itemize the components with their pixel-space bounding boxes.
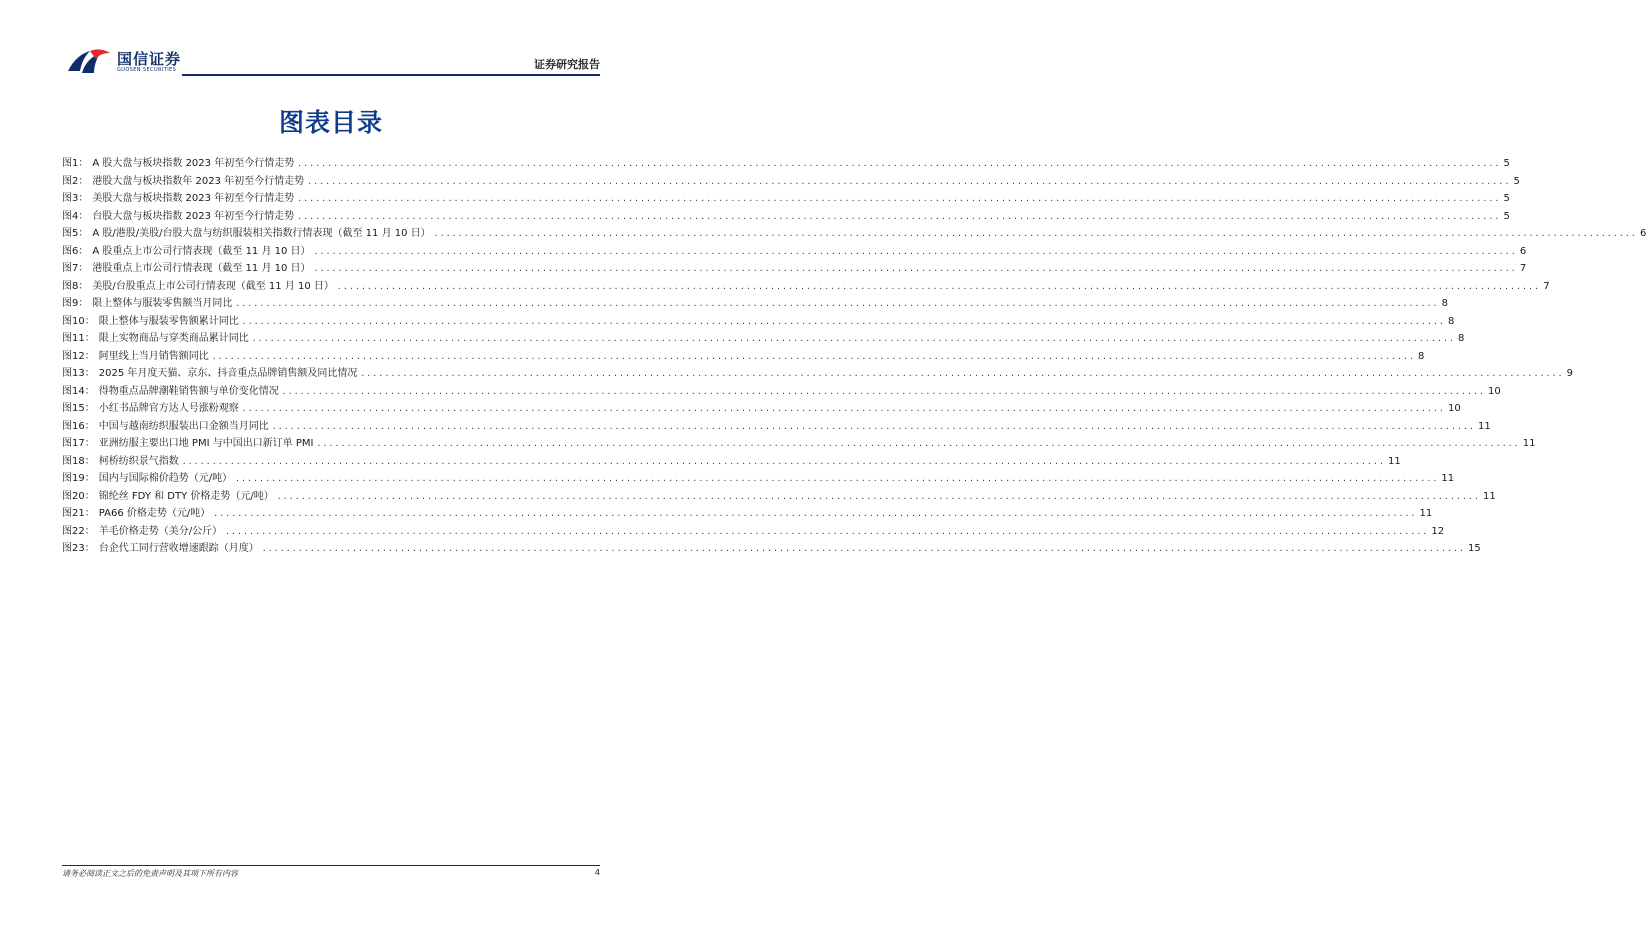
toc-entry-title: 港股大盘与板块指数年 2023 年初至今行情走势	[92, 175, 305, 187]
toc-dot-leader: ........................................................................................................................................................................................................	[235, 299, 1439, 308]
toc-entry-number: 图19：	[62, 473, 95, 484]
toc-entry-title: 美股/台股重点上市公司行情表现（截至 11 月 10 日）	[92, 280, 334, 292]
toc-entry-number: 图9：	[62, 298, 89, 309]
toc-dot-leader: ........................................................................................................................................................................................................	[307, 176, 1511, 186]
toc-entry-number: 图2：	[62, 175, 89, 187]
toc-entry[interactable]	[62, 365, 1574, 383]
toc-entry-page: 8	[1458, 333, 1465, 344]
toc-entry[interactable]	[62, 348, 1425, 366]
toc-entry-number: 图21：	[62, 508, 95, 519]
toc-entry-page: 11	[1388, 455, 1401, 467]
toc-entry-title: 柯桥纺织景气指数	[98, 455, 179, 467]
toc-entry-page: 5	[1503, 193, 1510, 204]
toc-entry-number: 图7：	[62, 263, 89, 274]
toc-entry[interactable]	[62, 243, 1527, 261]
toc-dot-leader: ........................................................................................................................................................................................................	[241, 404, 1446, 413]
brand-name-english: GUOSEN SECURITIES	[117, 67, 177, 73]
toc-entry-page: 10	[1448, 403, 1461, 414]
toc-entry-number: 图13：	[62, 368, 95, 379]
toc-entry[interactable]	[62, 295, 1449, 313]
toc-dot-leader: ........................................................................................................................................................................................................	[213, 509, 1417, 518]
toc-dot-leader: ........................................................................................................................................................................................................	[276, 491, 1481, 501]
toc-entry-number: 图23：	[62, 543, 95, 554]
toc-entry-title: 得物重点品牌潮鞋销售额与单价变化情况	[98, 385, 279, 397]
toc-entry[interactable]	[62, 190, 1510, 208]
toc-entry-title: 台企代工同行营收增速跟踪（月度）	[98, 543, 259, 554]
toc-dot-leader: ........................................................................................................................................................................................................	[316, 439, 1520, 448]
page-title: 图表目录	[278, 108, 383, 137]
toc-dot-leader: ........................................................................................................................................................................................................	[297, 194, 1501, 203]
toc-entry-page: 5	[1513, 175, 1520, 187]
toc-dot-leader: ........................................................................................................................................................................................................	[235, 474, 1439, 483]
toc-dot-leader: ........................................................................................................................................................................................................	[297, 159, 1501, 168]
page-number: 4	[594, 868, 600, 877]
toc-entry[interactable]	[62, 278, 1550, 296]
toc-entry-title: 台股大盘与板块指数 2023 年初至今行情走势	[92, 210, 295, 222]
toc-dot-leader: ........................................................................................................................................................................................................	[225, 526, 1429, 536]
toc-entry[interactable]	[62, 400, 1461, 418]
toc-entry[interactable]	[62, 435, 1536, 453]
toc-entry[interactable]	[62, 505, 1433, 523]
toc-entry-page: 8	[1418, 350, 1425, 362]
toc-dot-leader: ........................................................................................................................................................................................................	[336, 281, 1541, 291]
toc-dot-leader: ........................................................................................................................................................................................................	[313, 246, 1517, 256]
toc-entry-page: 5	[1503, 210, 1510, 222]
guosen-logo-icon	[66, 47, 112, 79]
toc-entry-number: 图3：	[62, 193, 89, 204]
toc-entry-title: A 股大盘与板块指数 2023 年初至今行情走势	[92, 158, 295, 169]
toc-entry[interactable]	[62, 208, 1510, 226]
toc-entry-page: 6	[1639, 228, 1646, 239]
footer-divider	[62, 865, 600, 866]
toc-dot-leader: ........................................................................................................................................................................................................	[181, 456, 1386, 466]
toc-entry-title: 美股大盘与板块指数 2023 年初至今行情走势	[92, 193, 295, 204]
toc-entry-title: 2025 年月度天猫、京东、抖音重点品牌销售额及同比情况	[98, 368, 358, 379]
toc-entry[interactable]	[62, 470, 1455, 488]
toc-entry-number: 图16：	[62, 420, 95, 432]
toc-entry-number: 图15：	[62, 403, 95, 414]
toc-entry[interactable]	[62, 540, 1481, 558]
toc-entry-number: 图4：	[62, 210, 89, 222]
toc-entry-page: 6	[1519, 245, 1527, 257]
toc-entry-title: A 股/港股/美股/台股大盘与纺织服装相关指数行情表现（截至 11 月 10 日）	[92, 228, 431, 239]
toc-entry-title: 羊毛价格走势（美分/公斤）	[98, 525, 223, 537]
toc-entry-number: 图20：	[62, 490, 95, 502]
table-of-figures	[62, 155, 1646, 558]
toc-entry[interactable]	[62, 523, 1445, 541]
header-divider	[182, 74, 600, 76]
toc-entry-page: 11	[1483, 490, 1496, 502]
footer-disclaimer: 请务必阅读正文之后的免责声明及其项下所有内容	[62, 869, 238, 878]
toc-entry-page: 9	[1566, 368, 1574, 379]
toc-entry-title: 亚洲纺服主要出口地 PMI 与中国出口新订单 PMI	[98, 438, 314, 449]
toc-entry-page: 7	[1519, 263, 1527, 274]
toc-dot-leader: ........................................................................................................................................................................................................	[433, 229, 1637, 238]
toc-entry-page: 11	[1419, 508, 1433, 519]
toc-entry-title: 阿里线上当月销售额同比	[98, 350, 209, 362]
toc-entry-page: 11	[1478, 420, 1491, 432]
toc-entry[interactable]	[62, 313, 1455, 331]
report-type-label: 证券研究报告	[534, 58, 600, 71]
brand-name: 国信证券	[117, 50, 182, 68]
toc-dot-leader: ........................................................................................................................................................................................................	[211, 351, 1416, 361]
toc-entry-title: 限上实物商品与穿类商品累计同比	[98, 333, 249, 344]
toc-entry-title: 限上整体与服装零售额累计同比	[98, 315, 239, 327]
toc-entry[interactable]	[62, 418, 1491, 436]
toc-entry-title: 中国与越南纺织服装出口金额当月同比	[98, 420, 269, 432]
toc-entry-number: 图5：	[62, 228, 89, 239]
toc-dot-leader: ........................................................................................................................................................................................................	[251, 334, 1456, 343]
toc-dot-leader: ........................................................................................................................................................................................................	[241, 316, 1446, 326]
toc-entry[interactable]	[62, 260, 1527, 278]
toc-entry-number: 图6：	[62, 245, 89, 257]
toc-entry-number: 图1：	[62, 158, 89, 169]
toc-entry-page: 10	[1488, 385, 1501, 397]
toc-entry[interactable]	[62, 155, 1510, 173]
toc-entry-title: 港股重点上市公司行情表现（截至 11 月 10 日）	[92, 263, 311, 274]
toc-entry-title: PA66 价格走势（元/吨）	[98, 508, 211, 519]
toc-dot-leader: ........................................................................................................................................................................................................	[360, 369, 1564, 378]
toc-entry-number: 图12：	[62, 350, 95, 362]
toc-entry-title: A 股重点上市公司行情表现（截至 11 月 10 日）	[92, 245, 311, 257]
toc-entry[interactable]	[62, 453, 1401, 471]
toc-dot-leader: ........................................................................................................................................................................................................	[281, 386, 1486, 396]
toc-entry[interactable]	[62, 173, 1520, 191]
toc-dot-leader: ........................................................................................................................................................................................................	[297, 211, 1501, 221]
toc-entry-title: 限上整体与服装零售额当月同比	[92, 298, 233, 309]
toc-entry-number: 图18：	[62, 455, 95, 467]
toc-entry-number: 图17：	[62, 438, 95, 449]
toc-entry-number: 图14：	[62, 385, 95, 397]
toc-entry-number: 图10：	[62, 315, 95, 327]
toc-entry-page: 8	[1448, 315, 1455, 327]
toc-entry-number: 图8：	[62, 280, 89, 292]
toc-entry-page: 11	[1522, 438, 1536, 449]
toc-dot-leader: ........................................................................................................................................................................................................	[313, 264, 1517, 273]
toc-entry-title: 国内与国际棉价趋势（元/吨）	[98, 473, 233, 484]
toc-entry-page: 5	[1503, 158, 1510, 169]
toc-entry-number: 图11：	[62, 333, 95, 344]
toc-entry-page: 11	[1441, 473, 1455, 484]
toc-entry-page: 15	[1468, 543, 1481, 554]
toc-entry-page: 8	[1441, 298, 1449, 309]
toc-entry-title: 小红书品牌官方达人号涨粉观察	[98, 403, 239, 414]
toc-entry[interactable]	[62, 488, 1496, 506]
toc-dot-leader: ........................................................................................................................................................................................................	[271, 421, 1476, 431]
toc-entry[interactable]	[62, 225, 1646, 243]
toc-entry-title: 锦纶丝 FDY 和 DTY 价格走势（元/吨）	[98, 490, 274, 502]
toc-entry-page: 7	[1543, 280, 1550, 292]
page-header	[0, 0, 662, 80]
toc-dot-leader: ........................................................................................................................................................................................................	[261, 544, 1466, 553]
toc-entry[interactable]	[62, 330, 1465, 348]
toc-entry-page: 12	[1431, 525, 1445, 537]
toc-entry-number: 图22：	[62, 525, 95, 537]
toc-entry[interactable]	[62, 383, 1501, 401]
